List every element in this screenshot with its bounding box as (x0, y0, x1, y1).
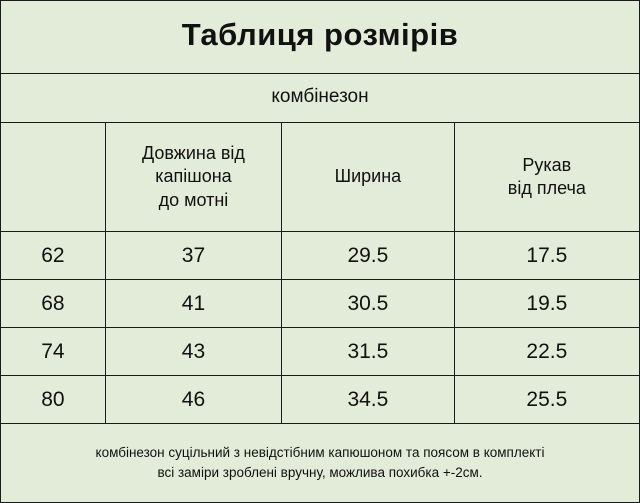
cell-size: 68 (1, 280, 106, 328)
page-title: Таблиця розмірів (1, 1, 640, 74)
table-row (1, 328, 640, 376)
cell-length: 46 (105, 376, 281, 424)
cell-length: 41 (105, 280, 281, 328)
column-header-sleeve (454, 123, 639, 232)
footer-note-line1: комбінезон суцільний з невідстібним капюшоном та поясом в комплекті (95, 445, 545, 461)
table-header-row (1, 123, 640, 232)
column-header-size (1, 123, 106, 232)
product-subtitle: комбінезон (1, 74, 640, 123)
cell-sleeve: 25.5 (454, 376, 639, 424)
footer-note (1, 424, 640, 503)
title-row (1, 1, 640, 74)
table-row (1, 232, 640, 280)
subtitle-row (1, 74, 640, 123)
footer-note-line2: всі заміри зроблені вручну, можлива похибка +-2см. (157, 465, 483, 480)
cell-size: 80 (1, 376, 106, 424)
column-header-sleeve-line2: від плеча (507, 178, 586, 198)
column-header-length-line2: капішона (155, 166, 232, 187)
cell-length: 37 (105, 232, 281, 280)
cell-size: 74 (1, 328, 106, 376)
column-header-length-line1: Довжина від (142, 143, 245, 164)
cell-sleeve: 19.5 (454, 280, 639, 328)
table-row (1, 376, 640, 424)
column-header-width (282, 123, 455, 232)
cell-size: 62 (1, 232, 106, 280)
column-header-length-line3: до мотні (158, 189, 229, 210)
cell-width: 34.5 (282, 376, 455, 424)
cell-width: 29.5 (282, 232, 455, 280)
cell-width: 30.5 (282, 280, 455, 328)
column-header-sleeve-line1: Рукав (522, 154, 572, 175)
note-row (1, 424, 640, 503)
cell-length: 43 (105, 328, 281, 376)
column-header-width-line1: Ширина (334, 166, 402, 187)
column-header-length (105, 123, 281, 232)
cell-width: 31.5 (282, 328, 455, 376)
cell-sleeve: 22.5 (454, 328, 639, 376)
table-row (1, 280, 640, 328)
cell-sleeve: 17.5 (454, 232, 639, 280)
